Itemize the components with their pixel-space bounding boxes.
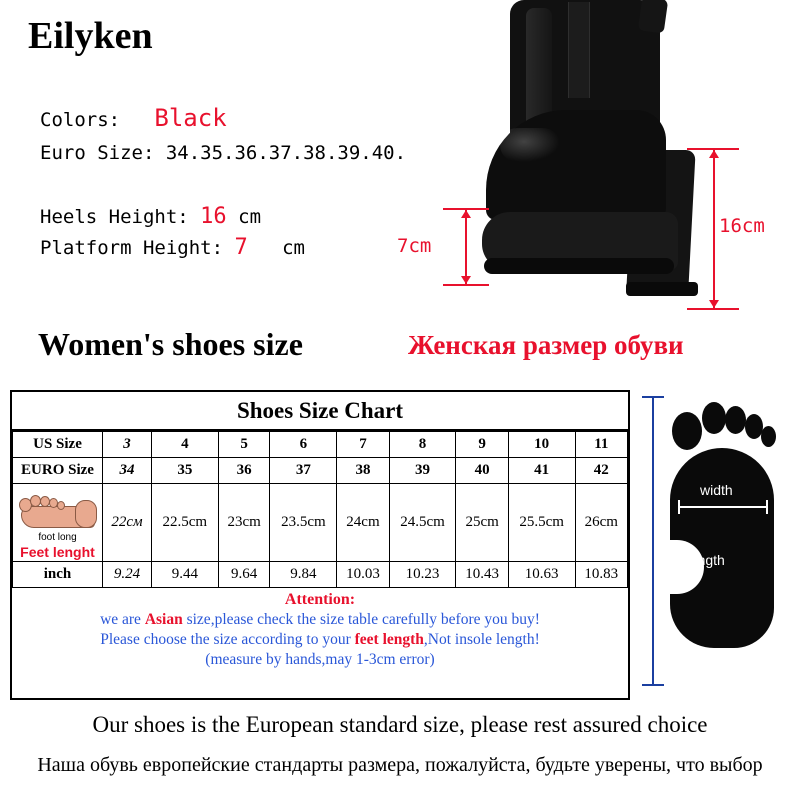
footprint-toe-3 <box>725 406 746 434</box>
foot-toe-5 <box>57 501 65 510</box>
bottom-statement-russian: Наша обувь европейские стандарты размера, пожалуйста, будьте уверены, что выбор <box>37 754 763 776</box>
cell-us-2: 5 <box>218 432 270 458</box>
width-arrow-line <box>678 506 768 508</box>
platform-measure-arrow-up <box>461 210 471 218</box>
cell-cm-1: 22.5cm <box>151 484 218 562</box>
foot-toe-3 <box>40 496 50 507</box>
heel-measure-arrow-down <box>709 300 719 308</box>
row-label-us-size: US Size <box>13 432 103 458</box>
cell-in-6: 10.43 <box>456 562 508 588</box>
cell-cm-6: 25cm <box>456 484 508 562</box>
cell-in-2: 9.64 <box>218 562 270 588</box>
product-photo <box>397 0 800 318</box>
note-1-red: Asian <box>144 611 183 628</box>
cell-us-7: 10 <box>508 432 575 458</box>
note-1-post: size,please check the size table carefully before you buy! <box>182 611 540 628</box>
boot-illustration <box>480 0 710 318</box>
cell-eu-8: 42 <box>575 458 627 484</box>
cell-eu-3: 37 <box>270 458 337 484</box>
cell-us-5: 8 <box>389 432 456 458</box>
length-arrow-line <box>652 396 654 686</box>
width-arrow-right-cap <box>766 500 768 514</box>
platform-measure-arrow-down <box>461 276 471 284</box>
cell-in-0: 9.24 <box>103 562 152 588</box>
spec-euro-size-value: 34.35.36.37.38.39.40. <box>165 142 407 164</box>
cell-cm-7: 25.5cm <box>508 484 575 562</box>
table-row-us-size <box>13 432 628 458</box>
cell-in-4: 10.03 <box>337 562 389 588</box>
cell-cm-5: 24.5cm <box>389 484 456 562</box>
boot-toe-highlight <box>500 128 560 162</box>
platform-measure-label: 7cm <box>397 235 432 257</box>
row-label-euro-size: EURO Size <box>13 458 103 484</box>
spec-platform-label: Platform Height: <box>40 237 224 259</box>
cell-us-8: 11 <box>575 432 627 458</box>
row-label-feet-length: Feet lenght <box>20 544 95 560</box>
length-label: Length <box>682 552 725 568</box>
spec-heels-height <box>40 204 420 229</box>
spec-euro-size <box>40 142 420 164</box>
size-chart-title: Shoes Size Chart <box>12 392 628 431</box>
cell-us-4: 7 <box>337 432 389 458</box>
brand-logo: Eilyken <box>28 15 153 57</box>
spec-platform-unit: cm <box>282 237 305 259</box>
length-arrow-top-cap <box>642 396 664 398</box>
section-heading-russian: Женская размер обуви <box>408 330 684 360</box>
cell-in-8: 10.83 <box>575 562 627 588</box>
cell-eu-5: 39 <box>389 458 456 484</box>
note-line-1 <box>12 610 628 630</box>
table-row-euro-size <box>13 458 628 484</box>
cell-in-7: 10.63 <box>508 562 575 588</box>
spec-colors-value: Black <box>154 104 227 132</box>
spec-heels-value: 16 <box>200 204 227 229</box>
spec-colors <box>40 104 420 132</box>
spec-euro-size-label: Euro Size: <box>40 142 155 164</box>
cell-in-3: 9.84 <box>270 562 337 588</box>
section-heading-english: Women's shoes size <box>38 326 303 362</box>
footprint-toe-1 <box>672 412 702 450</box>
cell-us-6: 9 <box>456 432 508 458</box>
footprint-diagram <box>636 390 796 700</box>
footprint-toe-5 <box>761 426 776 447</box>
foot-illustration-cell <box>13 484 103 562</box>
cell-eu-6: 40 <box>456 458 508 484</box>
footprint-toe-2 <box>702 402 726 434</box>
foot-toe-2 <box>30 495 41 507</box>
boot-sole-edge <box>484 258 674 274</box>
cell-eu-7: 41 <box>508 458 575 484</box>
heel-measure-label: 16cm <box>719 215 765 237</box>
size-chart <box>10 390 630 700</box>
cell-in-1: 9.44 <box>151 562 218 588</box>
platform-measure-bottom-cap <box>443 284 489 286</box>
spec-platform-height <box>40 235 420 260</box>
cell-us-1: 4 <box>151 432 218 458</box>
spec-platform-value: 7 <box>234 235 248 260</box>
product-specs <box>40 104 420 266</box>
cell-eu-0: 34 <box>103 458 152 484</box>
cell-eu-1: 35 <box>151 458 218 484</box>
spec-heels-unit: cm <box>238 206 262 228</box>
table-row-feet-length <box>13 484 628 562</box>
length-arrow-bottom-cap <box>642 684 664 686</box>
attention-heading: Attention: <box>284 591 356 608</box>
cell-eu-2: 36 <box>218 458 270 484</box>
cell-in-5: 10.23 <box>389 562 456 588</box>
cell-us-0: 3 <box>103 432 152 458</box>
heel-measure-arrow-up <box>709 150 719 158</box>
foot-icon <box>15 486 101 532</box>
width-arrow-left-cap <box>678 500 680 514</box>
cell-cm-4: 24cm <box>337 484 389 562</box>
heel-measure-line <box>713 148 715 310</box>
note-3-pre: (measure by hands,may 1-3cm error) <box>205 651 435 669</box>
table-row-inch <box>13 562 628 588</box>
foot-caption: foot long <box>38 532 77 543</box>
size-chart-table <box>12 431 628 588</box>
boot-heel-base <box>626 282 698 296</box>
cell-us-3: 6 <box>270 432 337 458</box>
note-2-red: feet length <box>354 631 424 649</box>
cell-cm-8: 26cm <box>575 484 627 562</box>
width-label: width <box>700 482 733 498</box>
cell-eu-4: 38 <box>337 458 389 484</box>
cell-cm-3: 23.5cm <box>270 484 337 562</box>
note-line-3 <box>12 650 628 670</box>
note-1-pre: we are <box>100 611 145 628</box>
boot-elastic-panel <box>568 2 590 98</box>
cell-cm-2: 23cm <box>218 484 270 562</box>
bottom-statement-english: Our shoes is the European standard size, please rest assured choice <box>92 712 708 737</box>
row-label-inch: inch <box>13 562 103 588</box>
note-2-pre: Please choose the size according to your <box>100 631 355 649</box>
note-line-2 <box>12 630 628 650</box>
note-2-post: ,Not insole length! <box>423 631 540 649</box>
heel-measure-bottom-cap <box>687 308 739 310</box>
spec-colors-label: Colors: <box>40 109 121 131</box>
platform-measure-line <box>465 208 467 286</box>
foot-heel-shape <box>75 500 97 528</box>
cell-cm-0: 22cм <box>103 484 152 562</box>
boot-pull-tab <box>638 0 668 34</box>
spec-heels-label: Heels Height: <box>40 206 189 228</box>
